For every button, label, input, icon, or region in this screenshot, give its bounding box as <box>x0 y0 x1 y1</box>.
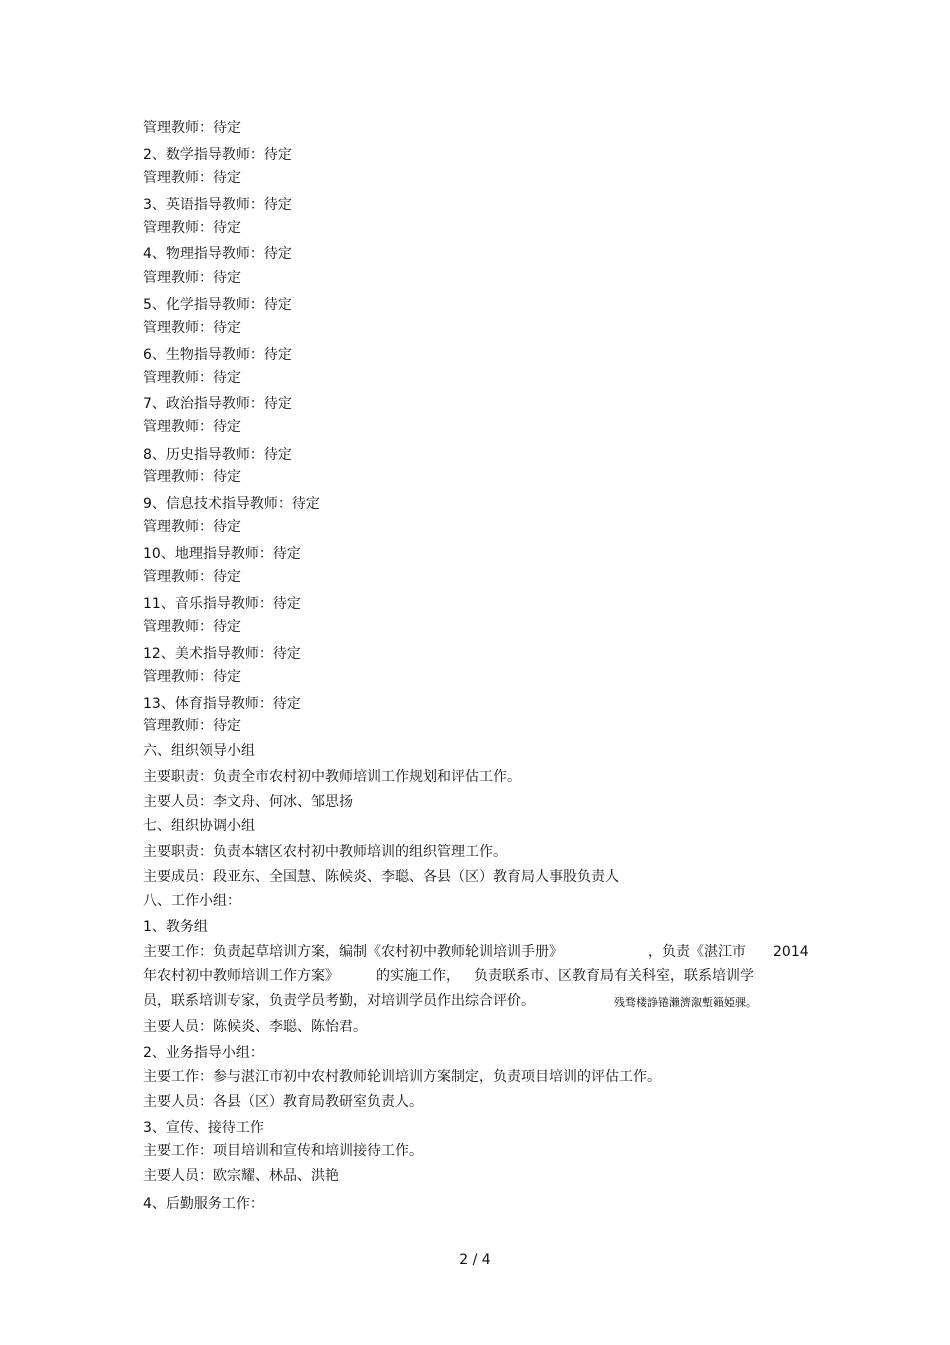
text-line: 主要人员：欧宗耀、林品、洪艳 <box>143 1168 339 1184</box>
section-heading: 八、工作小组： <box>143 893 241 909</box>
text-line: 3、宣传、接待工作 <box>143 1120 264 1136</box>
text-line: 11、音乐指导教师：待定 <box>143 596 301 612</box>
text-line: 2、业务指导小组： <box>143 1045 264 1061</box>
text-line: 7、政治指导教师：待定 <box>143 396 292 412</box>
text-line: 8、历史指导教师：待定 <box>143 447 292 463</box>
text-line: 管理教师：待定 <box>143 469 241 485</box>
text-line: 管理教师：待定 <box>143 419 241 435</box>
text-line: 员，联系培训专家，负责学员考勤，对培训学员作出综合评价。 <box>143 993 535 1009</box>
text-line: 的实施工作， <box>376 968 460 984</box>
text-line: 管理教师：待定 <box>143 569 241 585</box>
text-line: 3、英语指导教师：待定 <box>143 197 292 213</box>
text-line: 主要工作：项目培训和宣传和培训接待工作。 <box>143 1143 423 1159</box>
section-heading: 七、组织协调小组 <box>143 818 255 834</box>
text-line: 2014 <box>773 944 809 960</box>
text-line: 主要人员：李文舟、何冰、邹思扬 <box>143 794 353 810</box>
text-line: 主要工作：参与湛江市初中农村教师轮训培训方案制定，负责项目培训的评估工作。 <box>143 1069 661 1085</box>
text-line: 管理教师：待定 <box>143 270 241 286</box>
text-line: 管理教师：待定 <box>143 718 241 734</box>
text-line: 管理教师：待定 <box>143 619 241 635</box>
text-line: 管理教师：待定 <box>143 519 241 535</box>
text-line: 6、生物指导教师：待定 <box>143 347 292 363</box>
text-line: 13、体育指导教师：待定 <box>143 696 301 712</box>
text-line: 12、美术指导教师：待定 <box>143 646 301 662</box>
text-line: 残骛楼諍锩瀨濟溆塹籟婭骒。 <box>614 996 757 1009</box>
text-line: 主要职责：负责本辖区农村初中教师培训的组织管理工作。 <box>143 844 507 860</box>
text-line: 管理教师：待定 <box>143 220 241 236</box>
text-line: 5、化学指导教师：待定 <box>143 297 292 313</box>
text-line: 管理教师：待定 <box>143 669 241 685</box>
text-line: 年农村初中教师培训工作方案》 <box>143 968 339 984</box>
text-line: 4、物理指导教师：待定 <box>143 246 292 262</box>
text-line: 管理教师：待定 <box>143 170 241 186</box>
text-line: 主要人员：各县（区）教育局教研室负责人。 <box>143 1094 423 1110</box>
text-line: 负责联系市、区教育局有关科室，联系培训学 <box>474 968 754 984</box>
text-line: 管理教师：待定 <box>143 370 241 386</box>
text-line: 管理教师：待定 <box>143 320 241 336</box>
page-number: 2 / 4 <box>459 1252 491 1268</box>
text-line: 1、教务组 <box>143 919 208 935</box>
text-line: 2、数学指导教师：待定 <box>143 147 292 163</box>
text-line: 主要成员：段亚东、全国慧、陈候炎、李聪、各县（区）教育局人事股负责人 <box>143 869 619 885</box>
text-line: 4、后勤服务工作： <box>143 1196 264 1212</box>
text-line: 主要职责：负责全市农村初中教师培训工作规划和评估工作。 <box>143 769 521 785</box>
text-line: 9、信息技术指导教师：待定 <box>143 496 320 512</box>
text-line: 主要工作：负责起草培训方案，编制《农村初中教师轮训培训手册》 <box>143 944 563 960</box>
text-line: 主要人员：陈候炎、李聪、陈怡君。 <box>143 1019 367 1035</box>
text-line: 管理教师：待定 <box>143 120 241 136</box>
text-line: ，负责《湛江市 <box>648 944 746 960</box>
section-heading: 六、组织领导小组 <box>143 743 255 759</box>
text-line: 10、地理指导教师：待定 <box>143 546 301 562</box>
